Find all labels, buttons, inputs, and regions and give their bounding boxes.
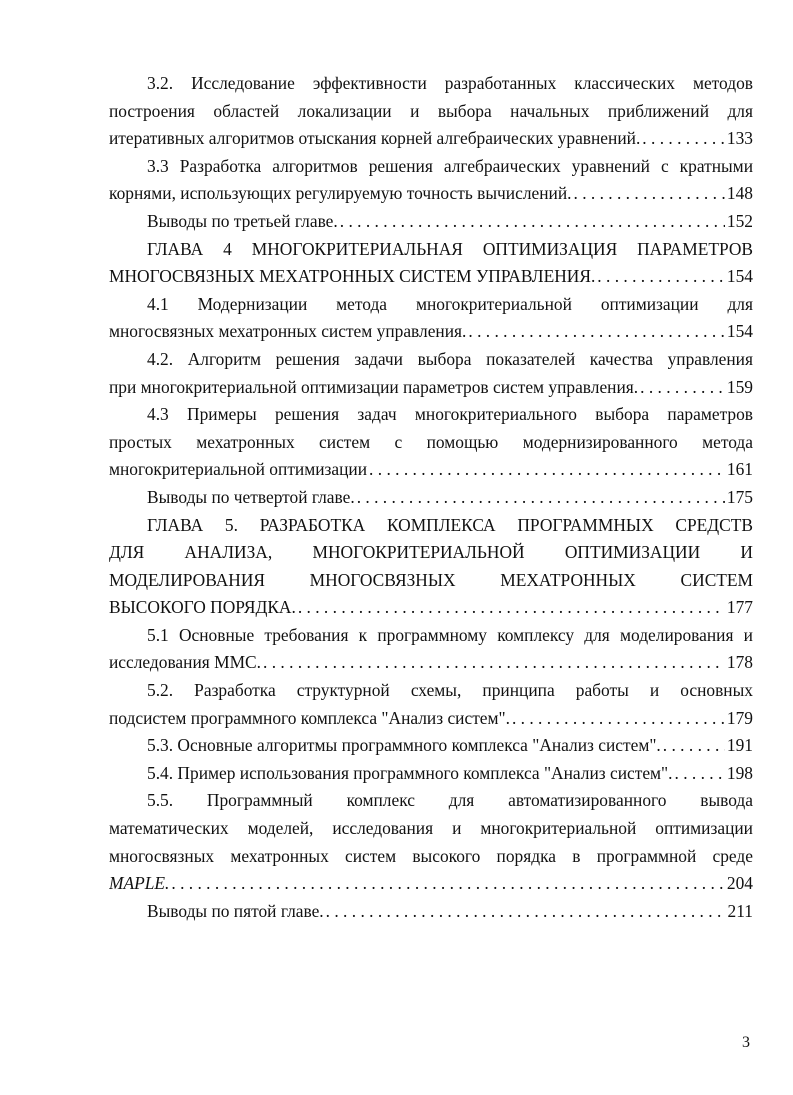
toc-entry-title: многосвязных мехатронных систем управления. — [109, 321, 467, 342]
toc-line: ГЛАВА 5. РАЗРАБОТКА КОМПЛЕКСА ПРОГРАММНЫХ СРЕДСТВ — [147, 514, 753, 535]
toc-entry-title: MAPLE. — [109, 873, 170, 894]
toc-page-ref: 211 — [727, 900, 753, 921]
toc-leader-line — [109, 870, 753, 898]
toc-page-ref: 178 — [726, 652, 753, 673]
toc-entry-title: при многокритериальной оптимизации параметров систем управления. — [109, 376, 639, 397]
toc-leader-line — [109, 484, 753, 512]
dot-leader — [171, 870, 725, 898]
dot-leader — [369, 456, 725, 484]
toc-page-ref: 154 — [726, 321, 753, 342]
toc-line: МОДЕЛИРОВАНИЯ МНОГОСВЯЗНЫХ МЕХАТРОННЫХ СИСТЕМ — [109, 569, 753, 590]
toc-entry-title: 5.3. Основные алгоритмы программного комплекса "Анализ систем". — [147, 735, 661, 756]
toc-entry-title: Выводы по четвертой главе. — [147, 486, 355, 507]
toc-entry-c3 — [109, 208, 753, 236]
toc-line: многосвязных мехатронных систем высокого порядка в программной среде — [109, 845, 753, 866]
dot-leader — [512, 705, 725, 733]
toc-entry-e42 — [109, 346, 753, 401]
dot-leader — [357, 484, 725, 512]
toc-page-ref: 148 — [726, 183, 753, 204]
toc-leader-line — [109, 732, 753, 760]
toc-line: 4.3 Примеры решения задач многокритериального выбора параметров — [147, 404, 753, 425]
toc-page-ref: 175 — [726, 486, 753, 507]
toc-entry-title: многокритериальной оптимизации — [109, 459, 368, 480]
dot-leader — [340, 208, 725, 236]
toc-leader-line — [109, 594, 753, 622]
toc-line: ГЛАВА 4 МНОГОКРИТЕРИАЛЬНАЯ ОПТИМИЗАЦИЯ ПАРАМЕТРОВ — [147, 238, 753, 259]
toc-page-ref: 177 — [726, 597, 753, 618]
toc-entry-title: Выводы по пятой главе. — [147, 900, 324, 921]
toc-entry-e43 — [109, 401, 753, 484]
toc-entry-c5 — [109, 898, 753, 926]
dot-leader — [326, 898, 726, 926]
toc-page-ref: 198 — [726, 762, 753, 783]
toc-entry-ch5 — [109, 512, 753, 622]
toc-line: построения областей локализации и выбора начальных приближений для — [109, 100, 753, 121]
toc-leader-line — [109, 208, 753, 236]
toc-leader-line — [109, 649, 753, 677]
toc-leader-line — [109, 760, 753, 788]
toc-page-ref: 159 — [726, 376, 753, 397]
toc-page-ref: 179 — [726, 707, 753, 728]
dot-leader — [663, 732, 725, 760]
toc-entry-title: МНОГОСВЯЗНЫХ МЕХАТРОННЫХ СИСТЕМ УПРАВЛЕНИЯ. — [109, 266, 596, 287]
page-number: 3 — [742, 1034, 750, 1051]
dot-leader — [468, 318, 725, 346]
toc-line: 4.1 Модернизации метода многокритериальной оптимизации для — [147, 293, 753, 314]
toc-line: 4.2. Алгоритм решения задачи выбора показателей качества управления — [147, 348, 753, 369]
dot-leader — [642, 125, 725, 153]
toc-entry-c4 — [109, 484, 753, 512]
toc-page-ref: 152 — [726, 210, 753, 231]
dot-leader — [675, 760, 725, 788]
toc-entry-e41 — [109, 291, 753, 346]
toc-entry-e51 — [109, 622, 753, 677]
dot-leader — [263, 649, 725, 677]
toc-entry-e32 — [109, 70, 753, 153]
toc-entry-title: исследования ММС. — [109, 652, 261, 673]
toc-line: 5.2. Разработка структурной схемы, принципа работы и основных — [147, 680, 753, 701]
toc-entry-title: Выводы по третьей главе. — [147, 210, 338, 231]
toc-entry-title: 5.4. Пример использования программного комплекса "Анализ систем". — [147, 762, 673, 783]
toc-leader-line — [109, 456, 753, 484]
toc-entry-e33 — [109, 153, 753, 208]
dot-leader — [640, 374, 725, 402]
toc-entry-title: корнями, использующих регулируемую точность вычислений. — [109, 183, 572, 204]
toc-page-ref: 133 — [726, 128, 753, 149]
toc-leader-line — [109, 180, 753, 208]
toc-leader-line — [109, 898, 753, 926]
toc-page-ref: 191 — [726, 735, 753, 756]
toc-entry-e55 — [109, 787, 753, 897]
toc-leader-line — [109, 374, 753, 402]
toc-page-ref: 161 — [726, 459, 753, 480]
toc-line: 3.3 Разработка алгоритмов решения алгебраических уравнений с кратными — [147, 155, 753, 176]
toc-page-ref: 154 — [726, 266, 753, 287]
dot-leader — [298, 594, 725, 622]
toc-line: ДЛЯ АНАЛИЗА, МНОГОКРИТЕРИАЛЬНОЙ ОПТИМИЗАЦИИ И — [109, 542, 753, 563]
table-of-contents — [109, 70, 753, 925]
dot-leader — [597, 263, 725, 291]
toc-line: простых мехатронных систем с помощью модернизированного метода — [109, 431, 753, 452]
toc-line: 3.2. Исследование эффективности разработанных классических методов — [147, 73, 753, 93]
toc-leader-line — [109, 263, 753, 291]
toc-leader-line — [109, 705, 753, 733]
toc-entry-e53 — [109, 732, 753, 760]
toc-entry-title: ВЫСОКОГО ПОРЯДКА. — [109, 597, 296, 618]
toc-leader-line — [109, 125, 753, 153]
dot-leader — [574, 180, 725, 208]
toc-line: 5.1 Основные требования к программному комплексу для моделирования и — [147, 624, 753, 645]
toc-page-ref: 204 — [726, 873, 753, 894]
toc-entry-ch4 — [109, 236, 753, 291]
toc-line: математических моделей, исследования и многокритериальной оптимизации — [109, 818, 753, 839]
toc-line: 5.5. Программный комплекс для автоматизированного вывода — [147, 790, 753, 811]
toc-entry-e54 — [109, 760, 753, 788]
toc-leader-line — [109, 318, 753, 346]
toc-entry-title: итеративных алгоритмов отыскания корней алгебраических уравнений. — [109, 128, 641, 149]
toc-entry-title: подсистем программного комплекса "Анализ систем". — [109, 707, 510, 728]
toc-entry-e52 — [109, 677, 753, 732]
